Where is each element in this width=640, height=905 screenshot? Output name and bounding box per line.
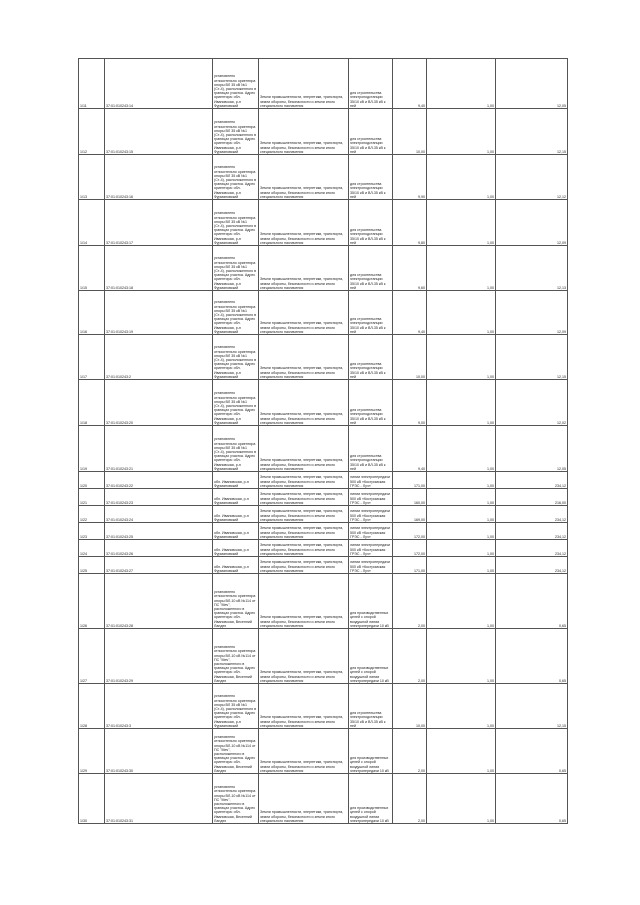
table-row [79,774,568,824]
cadastral-number-cell: 37:01:010243:18 [105,246,213,291]
table-row [79,629,568,684]
location-cell: установлено относительно ориентира опоры ВЛ 35 кВ №1 (Ст-4), расположенного в границах участка. Адрес ориентира: обл. Ивановская, р-н Фурмановский [213,59,259,109]
land-category-cell: Земли промышленности, энергетики, транспорта, земли обороны, безопасности и земли иного специального назначения [259,684,349,729]
location-cell: установлено относительно ориентира опоры ВЛ 35 кВ №1 (Ст-4), расположенного в границах участка. Адрес ориентира: обл. Ивановская, р-н Фурмановский [213,335,259,380]
coefficient-cell: 1,00 [427,59,496,109]
row-number-cell: 1/27 [79,629,105,684]
coefficient-cell: 1,00 [427,774,496,824]
location-cell: установлено относительно ориентира опоры ВЛ 35 кВ №1 (Ст-4), расположенного в границах участка. Адрес ориентира: обл. Ивановская, р-н Фурмановский [213,291,259,335]
cadastral-number-cell: 37:01:010243:19 [105,291,213,335]
coefficient-cell: 1,00 [427,489,496,506]
row-number-cell: 1/23 [79,523,105,540]
value-cell: 0,65 [496,729,568,774]
row-number-cell: 1/11 [79,59,105,109]
area-cell: 9,40 [393,291,427,335]
coefficient-cell: 1,00 [427,574,496,629]
permitted-use-cell: линии электропередачи 500 кВ «Костромская ГРЭС - Луч» [349,472,393,489]
row-number-cell: 1/17 [79,335,105,380]
row-number-cell: 1/13 [79,155,105,200]
permitted-use-cell: линии электропередачи 500 кВ «Костромская ГРЭС - Луч» [349,557,393,574]
permitted-use-cell: для строительства электроподстанции 35/10 кВ и ВЛ-35 кВ к ней [349,291,393,335]
area-cell: 2,00 [393,574,427,629]
table-row [79,523,568,540]
land-category-cell: Земли промышленности, энергетики, транспорта, земли обороны, безопасности и земли иного специального назначения [259,246,349,291]
area-cell: 10,00 [393,109,427,155]
row-number-cell: 1/28 [79,684,105,729]
location-cell: установлено относительно ориентира опоры ВЛ 35 кВ №1 (Ст-4), расположенного в границах участка. Адрес ориентира: обл. Ивановская, р-н Фурмановский [213,246,259,291]
area-cell: 9,60 [393,246,427,291]
coefficient-cell: 1,00 [427,506,496,523]
table-row [79,59,568,109]
cadastral-number-cell: 37:01:010243:29 [105,629,213,684]
table-row [79,380,568,426]
value-cell: 234,12 [496,506,568,523]
location-cell: установлено относительно ориентира опоры ВЛ-10 кВ №114 от ПС "Меч", расположенного в границах участка. Адрес ориентира: обл. Ивановская, Весенний Ландех [213,574,259,629]
area-cell: 10,00 [393,335,427,380]
value-cell: 12,12 [496,155,568,200]
area-cell: 2,00 [393,774,427,824]
coefficient-cell: 1,00 [427,557,496,574]
land-category-cell: Земли промышленности, энергетики, транспорта, земли обороны, безопасности и земли иного специального назначения [259,489,349,506]
area-cell: 9,90 [393,155,427,200]
row-number-cell: 1/25 [79,557,105,574]
coefficient-cell: 1,00 [427,729,496,774]
value-cell: 12,09 [496,291,568,335]
land-category-cell: Земли промышленности, энергетики, транспорта, земли обороны, безопасности и земли иного специального назначения [259,629,349,684]
row-number-cell: 1/26 [79,574,105,629]
permitted-use-cell: для строительства электроподстанции 35/10 кВ и ВЛ-35 кВ к ней [349,380,393,426]
land-plots-table [78,58,568,824]
permitted-use-cell: линии электропередачи 500 кВ «Костромская ГРЭС - Луч» [349,523,393,540]
value-cell: 12,02 [496,380,568,426]
row-number-cell: 1/16 [79,291,105,335]
cadastral-number-cell: 37:01:010243:30 [105,729,213,774]
coefficient-cell: 1,00 [427,380,496,426]
land-category-cell: Земли промышленности, энергетики, транспорта, земли обороны, безопасности и земли иного специального назначения [259,291,349,335]
land-category-cell: Земли промышленности, энергетики, транспорта, земли обороны, безопасности и земли иного специального назначения [259,426,349,472]
location-cell: установлено относительно ориентира опоры ВЛ 35 кВ №1 (Ст-4), расположенного в границах участка. Адрес ориентира: обл. Ивановская, р-н Фурмановский [213,426,259,472]
value-cell: 0,65 [496,629,568,684]
table-body [79,59,568,824]
value-cell: 234,12 [496,472,568,489]
coefficient-cell: 1,00 [427,540,496,557]
row-number-cell: 1/30 [79,774,105,824]
cadastral-number-cell: 37:01:010243:14 [105,59,213,109]
location-cell: обл. Ивановская, р-н Фурмановский [213,472,259,489]
row-number-cell: 1/12 [79,109,105,155]
table-row [79,335,568,380]
land-category-cell: Земли промышленности, энергетики, транспорта, земли обороны, безопасности и земли иного специального назначения [259,109,349,155]
table-row [79,729,568,774]
cadastral-number-cell: 37:01:010243:27 [105,557,213,574]
row-number-cell: 1/19 [79,426,105,472]
location-cell: обл. Ивановская, р-н Фурмановский [213,557,259,574]
table-row [79,574,568,629]
value-cell: 234,12 [496,557,568,574]
permitted-use-cell: для производственных целей с опорой воздушной линии электропередачи 10 кВ [349,574,393,629]
permitted-use-cell: для производственных целей с опорой воздушной линии электропередачи 10 кВ [349,774,393,824]
table-row [79,155,568,200]
coefficient-cell: 1,00 [427,472,496,489]
value-cell: 12,15 [496,335,568,380]
table-row [79,246,568,291]
table-row [79,489,568,506]
area-cell: 172,00 [393,523,427,540]
location-cell: обл. Ивановская, р-н Фурмановский [213,506,259,523]
area-cell: 171,00 [393,472,427,489]
cadastral-number-cell: 37:01:010243:28 [105,574,213,629]
land-category-cell: Земли промышленности, энергетики, транспорта, земли обороны, безопасности и земли иного специального назначения [259,472,349,489]
cadastral-number-cell: 37:01:010243:20 [105,380,213,426]
permitted-use-cell: линии электропередачи 500 кВ «Костромская ГРЭС - Луч» [349,506,393,523]
location-cell: установлено относительно ориентира опоры ВЛ 35 кВ №1 (Ст-4), расположенного в границах участка. Адрес ориентира: обл. Ивановская, р-н Фурмановский [213,684,259,729]
cadastral-number-cell: 37:01:010243:3 [105,684,213,729]
cadastral-number-cell: 37:01:010243:24 [105,506,213,523]
cadastral-number-cell: 37:01:010243:17 [105,200,213,246]
table-row [79,109,568,155]
coefficient-cell: 1,00 [427,109,496,155]
cadastral-number-cell: 37:01:010243:21 [105,426,213,472]
area-cell: 9,00 [393,380,427,426]
area-cell: 2,00 [393,729,427,774]
location-cell: установлено относительно ориентира опоры ВЛ 35 кВ №1 (Ст-4), расположенного в границах участка. Адрес ориентира: обл. Ивановская, р-н Фурмановский [213,155,259,200]
area-cell: 9,80 [393,200,427,246]
location-cell: установлено относительно ориентира опоры ВЛ-10 кВ №114 от ПС "Меч", расположенного в границах участка. Адрес ориентира: обл. Ивановская, Весенний Ландех [213,774,259,824]
table-row [79,200,568,246]
value-cell: 12,15 [496,109,568,155]
cadastral-number-cell: 37:01:010243:31 [105,774,213,824]
value-cell: 12,05 [496,59,568,109]
location-cell: установлено относительно ориентира опоры ВЛ 35 кВ №1 (Ст-4), расположенного в границах участка. Адрес ориентира: обл. Ивановская, р-н Фурмановский [213,109,259,155]
value-cell: 12,05 [496,426,568,472]
area-cell: 160,00 [393,489,427,506]
permitted-use-cell: линии электропередачи 500 кВ «Костромская ГРЭС - Луч» [349,489,393,506]
value-cell: 216,00 [496,489,568,506]
value-cell: 12,15 [496,684,568,729]
row-number-cell: 1/14 [79,200,105,246]
permitted-use-cell: для строительства электроподстанции 35/10 кВ и ВЛ-35 кВ к ней [349,684,393,729]
permitted-use-cell: для строительства электроподстанции 35/10 кВ и ВЛ-35 кВ к ней [349,155,393,200]
permitted-use-cell: линии электропередачи 500 кВ «Костромская ГРЭС - Луч» [349,540,393,557]
land-category-cell: Земли промышленности, энергетики, транспорта, земли обороны, безопасности и земли иного специального назначения [259,506,349,523]
table-row [79,426,568,472]
land-category-cell: Земли промышленности, энергетики, транспорта, земли обороны, безопасности и земли иного специального назначения [259,729,349,774]
permitted-use-cell: для строительства электроподстанции 35/10 кВ и ВЛ-35 кВ к ней [349,246,393,291]
coefficient-cell: 1,00 [427,291,496,335]
land-category-cell: Земли промышленности, энергетики, транспорта, земли обороны, безопасности и земли иного специального назначения [259,155,349,200]
value-cell: 12,09 [496,200,568,246]
area-cell: 2,00 [393,629,427,684]
permitted-use-cell: для строительства электроподстанции 35/10 кВ и ВЛ-35 кВ к ней [349,426,393,472]
value-cell: 234,12 [496,523,568,540]
coefficient-cell: 1,00 [427,155,496,200]
table-row [79,557,568,574]
row-number-cell: 1/24 [79,540,105,557]
land-category-cell: Земли промышленности, энергетики, транспорта, земли обороны, безопасности и земли иного специального назначения [259,59,349,109]
coefficient-cell: 1,00 [427,335,496,380]
cadastral-number-cell: 37:01:010243:2 [105,335,213,380]
location-cell: обл. Ивановская, р-н Фурмановский [213,540,259,557]
land-category-cell: Земли промышленности, энергетики, транспорта, земли обороны, безопасности и земли иного специального назначения [259,557,349,574]
land-category-cell: Земли промышленности, энергетики, транспорта, земли обороны, безопасности и земли иного специального назначения [259,540,349,557]
coefficient-cell: 1,00 [427,426,496,472]
location-cell: установлено относительно ориентира опоры ВЛ-10 кВ №114 от ПС "Меч", расположенного в границах участка. Адрес ориентира: обл. Ивановская, Весенний Ландех [213,729,259,774]
value-cell: 0,65 [496,574,568,629]
row-number-cell: 1/18 [79,380,105,426]
land-category-cell: Земли промышленности, энергетики, транспорта, земли обороны, безопасности и земли иного специального назначения [259,200,349,246]
area-cell: 169,00 [393,506,427,523]
cadastral-number-cell: 37:01:010243:23 [105,489,213,506]
document-sheet [78,58,567,824]
permitted-use-cell: для строительства электроподстанции 35/10 кВ и ВЛ-35 кВ к ней [349,59,393,109]
row-number-cell: 1/29 [79,729,105,774]
permitted-use-cell: для строительства электроподстанции 35/10 кВ и ВЛ-35 кВ к ней [349,109,393,155]
value-cell: 234,12 [496,540,568,557]
location-cell: обл. Ивановская, р-н Фурмановский [213,489,259,506]
land-category-cell: Земли промышленности, энергетики, транспорта, земли обороны, безопасности и земли иного специального назначения [259,380,349,426]
land-category-cell: Земли промышленности, энергетики, транспорта, земли обороны, безопасности и земли иного специального назначения [259,523,349,540]
location-cell: установлено относительно ориентира опоры ВЛ 35 кВ №1 (Ст-4), расположенного в границах участка. Адрес ориентира: обл. Ивановская, р-н Фурмановский [213,380,259,426]
location-cell: обл. Ивановская, р-н Фурмановский [213,523,259,540]
cadastral-number-cell: 37:01:010243:22 [105,472,213,489]
land-category-cell: Земли промышленности, энергетики, транспорта, земли обороны, безопасности и земли иного специального назначения [259,774,349,824]
cadastral-number-cell: 37:01:010243:25 [105,523,213,540]
row-number-cell: 1/15 [79,246,105,291]
location-cell: установлено относительно ориентира опоры ВЛ 35 кВ №1 (Ст-4), расположенного в границах участка. Адрес ориентира: обл. Ивановская, р-н Фурмановский [213,200,259,246]
area-cell: 9,40 [393,426,427,472]
permitted-use-cell: для производственных целей с опорой воздушной линии электропередачи 10 кВ [349,729,393,774]
row-number-cell: 1/21 [79,489,105,506]
coefficient-cell: 1,00 [427,684,496,729]
row-number-cell: 1/22 [79,506,105,523]
coefficient-cell: 1,00 [427,523,496,540]
cadastral-number-cell: 37:01:010243:15 [105,109,213,155]
value-cell: 12,13 [496,246,568,291]
area-cell: 172,00 [393,540,427,557]
land-category-cell: Земли промышленности, энергетики, транспорта, земли обороны, безопасности и земли иного специального назначения [259,335,349,380]
location-cell: установлено относительно ориентира опоры ВЛ-10 кВ №114 от ПС "Меч", расположенного в границах участка. Адрес ориентира: обл. Ивановская, Весенний Ландех [213,629,259,684]
area-cell: 171,00 [393,557,427,574]
row-number-cell: 1/20 [79,472,105,489]
table-row [79,506,568,523]
area-cell: 10,00 [393,684,427,729]
table-row [79,684,568,729]
table-row [79,540,568,557]
permitted-use-cell: для строительства электроподстанции 35/10 кВ и ВЛ-35 кВ к ней [349,200,393,246]
cadastral-number-cell: 37:01:010243:26 [105,540,213,557]
value-cell: 0,65 [496,774,568,824]
permitted-use-cell: для строительства электроподстанции 35/10 кВ и ВЛ-35 кВ к ней [349,335,393,380]
table-row [79,291,568,335]
coefficient-cell: 1,00 [427,246,496,291]
table-row [79,472,568,489]
cadastral-number-cell: 37:01:010243:16 [105,155,213,200]
coefficient-cell: 1,00 [427,629,496,684]
area-cell: 9,40 [393,59,427,109]
permitted-use-cell: для производственных целей с опорой воздушной линии электропередачи 10 кВ [349,629,393,684]
coefficient-cell: 1,00 [427,200,496,246]
land-category-cell: Земли промышленности, энергетики, транспорта, земли обороны, безопасности и земли иного специального назначения [259,574,349,629]
